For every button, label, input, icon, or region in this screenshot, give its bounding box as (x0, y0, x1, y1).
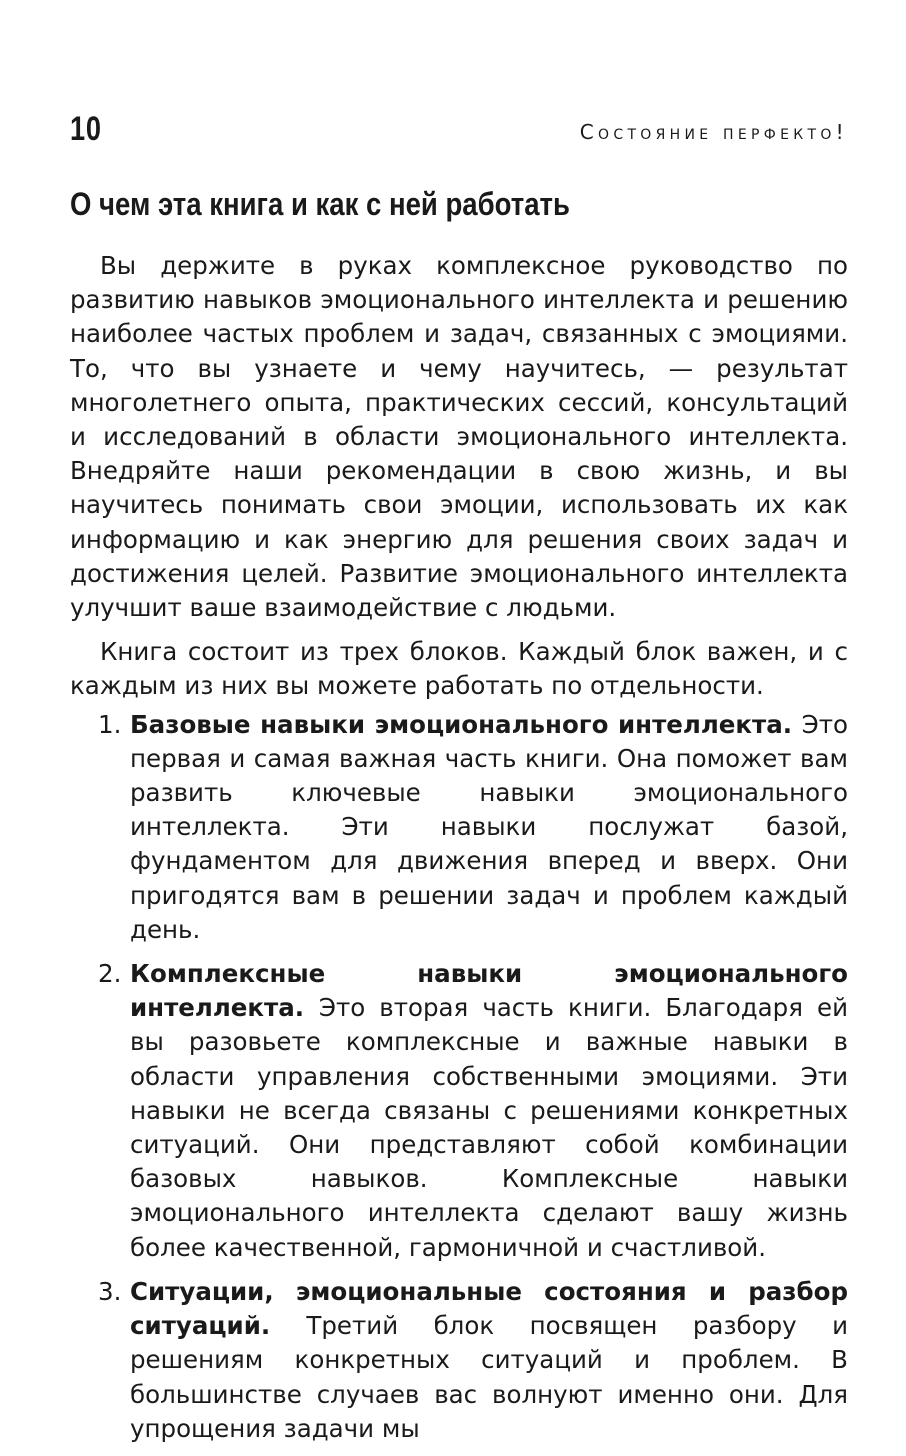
list-item-text: Третий блок посвящен разбору и решениям конкретных ситуаций и проблем. В большинстве случаев вас волнуют именно они. Для упрощения задачи мы (130, 1311, 848, 1443)
running-title: Состояние перфекто! (579, 120, 848, 144)
blocks-list (70, 708, 848, 1446)
page-body (70, 249, 848, 1456)
list-item-lead: Базовые навыки эмоционального интеллекта. (130, 709, 802, 739)
page-header (70, 110, 848, 160)
list-item (70, 1275, 848, 1446)
list-item-lead: Комплексные навыки эмоционального интеллекта. (130, 959, 848, 1023)
list-item-text: Это вторая часть книги. Благодаря ей вы разовьете комплексные и важные навыки в области управления собственными эмоциями. Эти навыки не всегда связаны с решениями конкретных ситуаций. Они представляют собой комбинации базовых навыков. Комплексные навыки эмоционального интеллекта сделают вашу жизнь более качественной, гармоничной и счастливой. (130, 993, 848, 1262)
list-item (70, 957, 848, 1265)
page-number: 10 (70, 110, 102, 148)
chapter-title: О чем эта книга и как с ней работать (70, 186, 570, 222)
list-item (70, 708, 848, 947)
list-item-number: 3. (98, 1276, 122, 1306)
list-item-number: 1. (98, 709, 122, 739)
list-item-lead: Ситуации, эмоциональные состояния и разбор ситуаций. (130, 1276, 848, 1341)
body-paragraph: Книга состоит из трех блоков. Каждый блок важен, и с каждым из них вы можете работать по отдельности. (70, 637, 848, 701)
list-item-number: 2. (98, 959, 122, 989)
body-paragraph: Вы держите в руках комплексное руководство по развитию навыков эмоционального интеллекта и решению наиболее частых проблем и задач, связанных с эмоциями. То, что вы узнаете и чему научитесь, — результат многолетнего опыта, практических сессий, консультаций и исследований в области эмоционального интеллекта. Внедряйте наши рекомендации в свою жизнь, и вы научитесь понимать свои эмоции, использовать их как информацию и как энергию для решения своих задач и достижения целей. Развитие эмоционального интеллекта улучшит ваше взаимодействие с людьми. (70, 251, 848, 623)
list-item-text: Это первая и самая важная часть книги. Она поможет вам развить ключевые навыки эмоционального интеллекта. Эти навыки послужат базой, фундаментом для движения вперед и вверх. Они пригодятся вам в решении задач и проблем каждый день. (130, 709, 848, 944)
